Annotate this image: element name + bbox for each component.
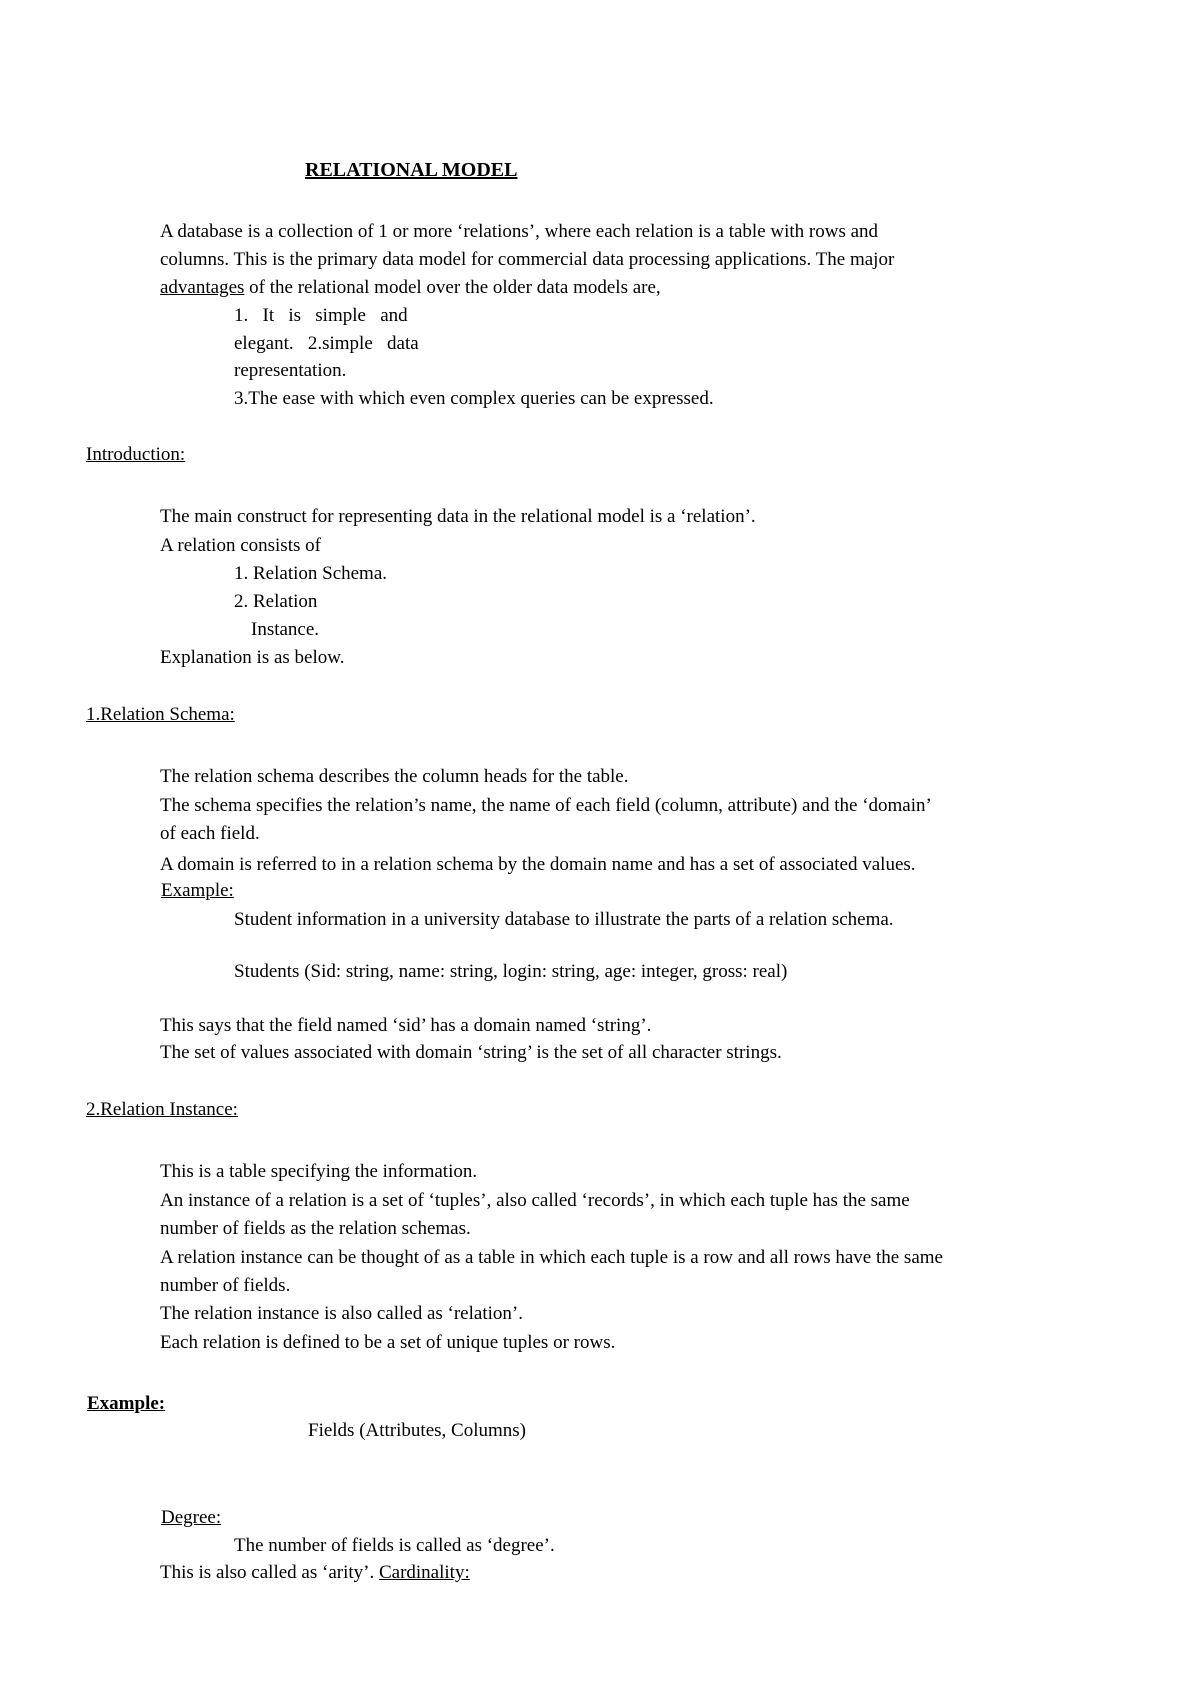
intro-line-3-rest: of the relational model over the older data models are, (244, 277, 661, 298)
introduction-line-2: A relation consists of (160, 535, 321, 556)
introduction-line-3: Explanation is as below. (160, 647, 345, 668)
degree-line-2 (160, 1563, 470, 1582)
introduction-heading: Introduction: (86, 444, 186, 465)
advantages-list-line-4: 3.The ease with which even complex queries can be expressed. (234, 388, 714, 409)
schema-line-1: The relation schema describes the column heads for the table. (160, 766, 629, 787)
instance-line-3: number of fields as the relation schemas. (160, 1218, 471, 1239)
instance-line-5: number of fields. (160, 1275, 291, 1296)
advantages-list-line-3: representation. (234, 360, 347, 381)
page-title: RELATIONAL MODEL (305, 159, 518, 181)
degree-heading: Degree: (161, 1507, 222, 1528)
advantages-list-line-2: elegant. 2.simple data (234, 333, 419, 354)
fields-label: Fields (Attributes, Columns) (308, 1420, 526, 1441)
introduction-item-2-cont: Instance. (251, 619, 320, 640)
schema-example-line-1: Student information in a university database to illustrate the parts of a relation schema. (234, 909, 894, 930)
schema-heading: 1.Relation Schema: (86, 704, 235, 725)
instance-line-2: An instance of a relation is a set of ‘tuples’, also called ‘records’, in which each tuple has the same (160, 1190, 910, 1211)
instance-heading: 2.Relation Instance: (86, 1099, 238, 1120)
intro-line-2: columns. This is the primary data model for commercial data processing applications. The major (160, 249, 895, 270)
schema-line-5: This says that the field named ‘sid’ has a domain named ‘string’. (160, 1015, 652, 1036)
arity-text: This is also called as ‘arity’. (160, 1562, 379, 1583)
instance-line-4: A relation instance can be thought of as a table in which each tuple is a row and all rows have the same (160, 1247, 943, 1268)
schema-line-2: The schema specifies the relation’s name, the name of each field (column, attribute) and the ‘domain’ (160, 795, 932, 816)
instance-line-1: This is a table specifying the information. (160, 1161, 478, 1182)
example-heading: Example: (87, 1393, 166, 1414)
schema-line-3: of each field. (160, 823, 260, 844)
intro-line-1: A database is a collection of 1 or more ‘relations’, where each relation is a table with rows and (160, 221, 879, 242)
schema-example-line-2: Students (Sid: string, name: string, login: string, age: integer, gross: real) (234, 961, 788, 982)
introduction-item-2: 2. Relation (234, 591, 318, 612)
introduction-item-1: 1. Relation Schema. (234, 563, 388, 584)
schema-line-4: A domain is referred to in a relation schema by the domain name and has a set of associated values. (160, 854, 916, 875)
intro-line-3 (160, 278, 661, 297)
introduction-line-1: The main construct for representing data in the relational model is a ‘relation’. (160, 506, 756, 527)
schema-line-6: The set of values associated with domain ‘string’ is the set of all character strings. (160, 1042, 782, 1063)
instance-line-7: Each relation is defined to be a set of unique tuples or rows. (160, 1332, 616, 1353)
advantages-term: advantages (160, 277, 245, 298)
degree-line-1: The number of fields is called as ‘degree’. (234, 1535, 555, 1556)
cardinality-heading: Cardinality: (378, 1562, 470, 1583)
schema-example-heading: Example: (161, 880, 234, 901)
advantages-list-line-1: 1. It is simple and (234, 305, 408, 326)
instance-line-6: The relation instance is also called as ‘relation’. (160, 1303, 523, 1324)
